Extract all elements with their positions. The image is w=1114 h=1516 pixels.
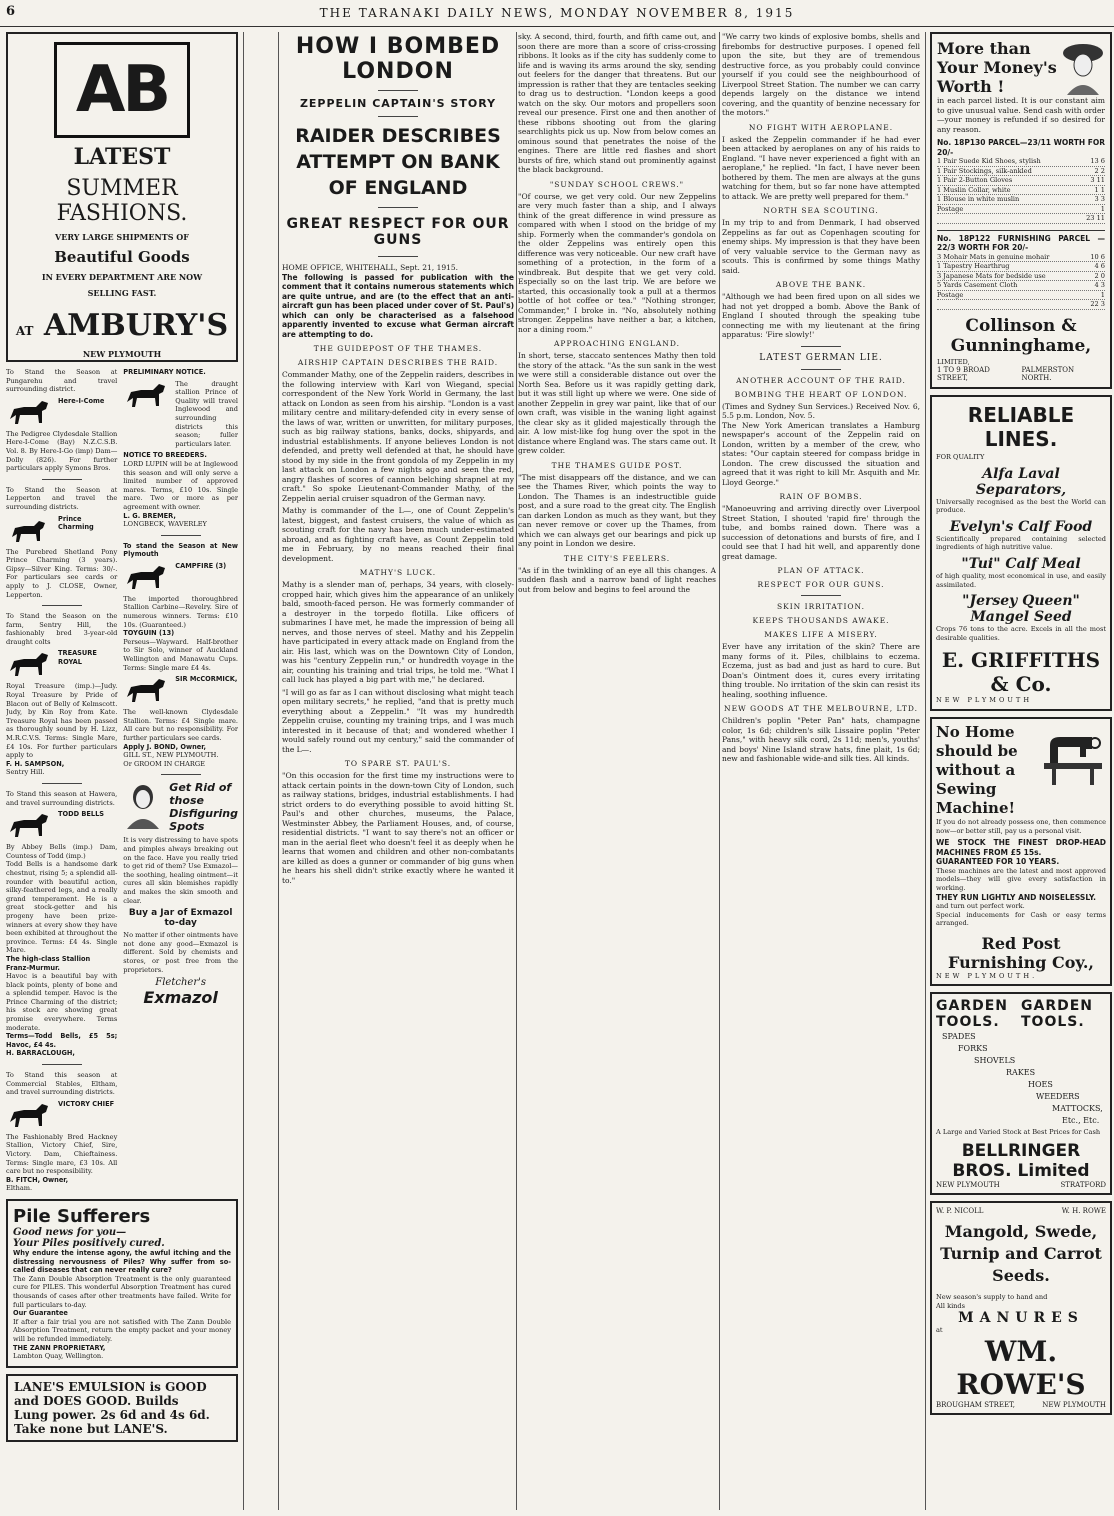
todd-heading: To Stand this season at Hawera, and travel surrounding districts. <box>6 790 118 807</box>
story-body-1: Commander Mathy, one of the Zeppelin raiders, describes in the following interview with Karl von Wiegand, special correspondent of the New York World in Germany, the last attack on London as seen from his airship. "London is a vast military centre and military-defended city in every sense of the laws of war, written or unwritten, for military purposes, such as big railway stations, banks, docks, shipyards, and industrial establishments. If anyone believes London is not defended, and pretty well defended at that, he should have stood by my side in the front gondola of my Zeppelin in my last attack on London a few nights ago and seen the red, angry flashes of scores of cannon belching shrapnel at my craft." So spoke Lieutenant-Commander Mathy, of the Zeppelin aerial cruiser squadron of the German navy. <box>282 370 514 503</box>
ambury-name <box>12 308 232 343</box>
skin-title: SKIN IRRITATION. <box>776 602 866 611</box>
parcel-item-price: 2 0 <box>1094 271 1105 280</box>
bremer: L. G. BREMER, <box>123 511 176 520</box>
piles-text: The Zann Double Absorption Treatment is the only guaranteed cure for PILES. This wonderful Absorption Treatment has cured thousands of cases after other treatments have failed. Write for full particulars to-day. <box>13 1274 231 1309</box>
parcel-item-label: Postage <box>937 290 964 299</box>
garden-title-right: GARDEN TOOLS. <box>1021 998 1094 1031</box>
col4-body-6: "Manoeuvring and arriving directly over Liverpool Street Station, I shouted 'rapid fire' through the tube, and bombs rained down. There was a succession of detonations and bursts of fire, and I could see that I had hit well, and apparently done great damage. <box>722 504 920 561</box>
stallion2-text: The Purebred Shetland Pony Prince Charming (3 years). Gipsy—Silver King. Terms: 30/-. For particulars see cards or apply to J. CLOSE, Owner, Lepperton. <box>6 547 118 599</box>
col3-body-5: "As if in the twinkling of an eye all this changes. A sudden flash and a narrow band of light reaches out from below and begins to feel around the <box>518 565 716 594</box>
notice-text: The draught stallion Prince of Quality will travel Inglewood and surrounding districts this season; fuller particulars later. <box>175 379 238 448</box>
subheadline-raider: RAIDER DESCRIBES ATTEMPT ON BANK OF ENGLAND <box>295 125 501 199</box>
col3-body-4: "The mist disappears off the distance, and we can see the Thames River, which points the way to London. The Thames is an indestructible guide post, and a sure road to the great city. The English can darken London as much as they want, but they can never remove or cover up the Thames, from which we can always get our bearings and pick up any point in London we desire. <box>518 472 716 548</box>
horse-icon <box>123 675 169 705</box>
sewing-machine-ad <box>930 717 1112 986</box>
parcel-item-price: 1 <box>1100 204 1105 213</box>
story-body-2: Mathy is commander of the L—, one of Count Zeppelin's latest, biggest, and fastest cruisers, the value of which as scouting craft for the navy has been much under-estimated abroad, and as fighting craft have, as Count Zeppelin told me in February, by no means reached their final development. <box>282 506 514 563</box>
mccormick-name: SIR McCORMICK, <box>175 675 238 684</box>
tool-item: Etc., Etc. <box>1062 1116 1100 1126</box>
sew-title: No Home should be without a Sewing Machine! <box>936 723 1018 818</box>
story-body-3: Mathy is a slender man of, perhaps, 34 years, with closely-cropped hair, which gives him the appearance of an unlikely bald, smooth-faced person. He was formerly commander of a destroyer in the torpedo flotilla. Like officers of submarines I have met, he made the impression of being all nerves, and those nerves of steel. Mathy and his Zeppelin have participated in every attack made on England from the air. His last, which was on the Downtown City of London, was his "century Zeppelin run," or hundredth voyage in the air, counting his training and trial trips, he told me. "What I call luck has played a big part with me," he declared. <box>282 580 514 684</box>
stallion2-heading: To Stand the Season at Lepperton and travel the surrounding districts. <box>6 485 118 511</box>
rain-title: RAIN OF BOMBS. <box>779 492 863 501</box>
piles-sub2: Your Piles positively cured. <box>13 1237 165 1249</box>
todd-sub: By Abbey Bells (imp.) Dam, Countess of Todd (imp.) <box>6 843 118 860</box>
sew-run: THEY RUN LIGHTLY AND NOISELESSLY. <box>936 892 1096 902</box>
breeders-text: LORD LUPIN will be at Inglewood this season and will only serve a limited number of approved mares. Terms, £10 10s. Single mare. Two or more as per agreement with owner. <box>123 459 238 511</box>
griffiths-name: E. GRIFFITHS & Co. <box>941 648 1101 697</box>
lady-portrait-icon <box>123 781 163 829</box>
notice-title: PRELIMINARY NOTICE. <box>123 368 206 376</box>
ambury-store-name: AMBURY'S <box>43 308 229 343</box>
sampson: F. H. SAMPSON, <box>6 759 65 768</box>
stallion-ads <box>6 368 238 1193</box>
lanes-emulsion-ad <box>6 1374 238 1442</box>
column-rule <box>278 32 279 1510</box>
parcel1-title: No. 18P130 PARCEL—23/11 WORTH FOR 20/- <box>937 138 1105 157</box>
column-advertisements-left <box>6 32 238 1510</box>
tui-sub: of high quality, most economical in use, and easily assimilated. <box>936 572 1106 589</box>
parcel2-title: No. 18P122 FURNISHING PARCEL — 22/3 WORTH FOR 20/- <box>937 230 1105 253</box>
zann-address: Lambton Quay, Wellington. <box>13 1352 104 1361</box>
parcel-item-price: 4 6 <box>1094 262 1105 270</box>
piles-ad <box>6 1199 238 1368</box>
all-kinds: All kinds <box>936 1301 966 1310</box>
exzema-buy: Buy a Jar of Exmazol to-day <box>128 908 233 929</box>
parcel-item-label: 3 Japanese Mats for bedside use <box>937 271 1046 280</box>
piles-sub1: Good news for you— <box>13 1226 127 1238</box>
toyguin-text: Perseus—Wayward. Half-brother to Sir Solo, winner of Auckland Wellington and Manawatu Cups. Terms: Single mare £4 4s. <box>123 637 238 672</box>
sew-text: If you do not already possess one, then commence now—or better still, pay us a personal visit. <box>936 818 1106 835</box>
stallion-col-b <box>123 368 238 1193</box>
headline: HOW I BOMBED LONDON <box>295 34 501 84</box>
evelyn-sub: Scientifically prepared containing selected ingredients of high nutritive value. <box>936 534 1106 552</box>
horse-icon <box>123 380 169 410</box>
mangold-seeds: Mangold, Swede, Turnip and Carrot Seeds. <box>940 1221 1102 1285</box>
stallion1-name: Here-I-Come <box>58 396 105 405</box>
sewing-machine-icon <box>1040 723 1106 787</box>
treasure-text: Royal Treasure (imp.)—Judy. Royal Treasure by Pride of Blacon out of Belly of Kelmscott. Judy, by Kin Roy from Kate. Treasure Royal has been passed as thoroughly sound by H. Lizz, M.R.C.V.S. Terms: Single Mare, £4 10s. For further particulars apply to <box>6 682 118 760</box>
stallion2-name: Prince Charming <box>58 514 94 532</box>
tui-calf-meal: "Tui" Calf Meal <box>961 556 1081 573</box>
campfire-text: The imported thoroughbred Stallion Carbine—Revelry. Sire of numerous winners. Terms: £10 10s. (Guaranteed.) <box>123 594 238 629</box>
parcel-line <box>937 186 1105 196</box>
parcel-line <box>937 253 1105 263</box>
col4-body-1: "We carry two kinds of explosive bombs, shells and firebombs for destructive purposes. I opened fell upon the site, but they are of tremendous destructive force, as you probably could convince yourself if you could see the neighbourhood of Liverpool Street Station. The number we can carry depends largely on the distance we intend covering, and the quantity of benzine necessary for the motors." <box>722 32 920 117</box>
rowe-town: NEW PLYMOUTH <box>1042 1400 1106 1409</box>
pauls-title: TO SPARE ST. PAUL'S. <box>344 759 452 768</box>
column-rule <box>719 32 720 1510</box>
barraclough: H. BARRACLOUGH, <box>6 1049 75 1058</box>
treasure-name: TREASURE ROYAL <box>58 649 97 667</box>
hiclass-title: The high-class Stallion <box>6 954 91 963</box>
parcel-item-price: 22 3 <box>1090 300 1105 308</box>
todd-text: Todd Bells is a handsome dark chestnut, rising 5; a splendid all-rounder with beautiful action, silky-feathered legs, and a really grand temperament. He is a great stock-getter and his progeny have been prize-winners at every show they have been exhibited at throughout the province. Terms: £4 4s. Single Mare. <box>6 860 118 955</box>
fitch: B. FITCH, Owner, <box>6 1175 69 1184</box>
column-rule <box>925 32 926 1510</box>
sew-wear: and turn out perfect work. <box>936 902 1025 910</box>
column-news <box>722 32 920 1510</box>
parcel-line <box>937 291 1105 301</box>
feelers-title: THE CITY'S FEELERS. <box>563 553 671 563</box>
victory-text: The Fashionably Bred Hackney Stallion, Victory Chief, Sire, Victory. Dam, Chieftainess. Terms: Single mare, £3 10s. All care but no responsibility. <box>6 1132 118 1176</box>
rowe-seeds-ad <box>930 1201 1112 1415</box>
respect-title: RESPECT FOR OUR GUNS. <box>757 580 885 589</box>
parcel-line <box>937 157 1105 167</box>
col3-body-3: In short, terse, staccato sentences Mathy then told the story of the attack. "As the sun sank in the west we were still a considerable distance out over the North Sea. Before us it was rapidly getting dark, but it was still light up where we were. One side of another Zeppelin in grey war paint, like that of our own craft, was visible in the waning light against the clear sky as it glided majestically through the air. A low mist-like fog hung over the spot in the distance where England was. The stars came out. It grew colder. <box>518 351 716 455</box>
piles-guarantee-text: If after a fair trial you are not satisfied with The Zann Double Absorption Treatment, return the empty packet and your money will be refunded immediately. <box>13 1317 231 1343</box>
ambury-shipments: VERY LARGE SHIPMENTS OF <box>55 232 189 242</box>
redpost-town: NEW PLYMOUTH. <box>936 971 1038 980</box>
sentry-hill: Sentry Hill. <box>6 768 45 777</box>
ab-logo: AB <box>54 42 190 138</box>
parcel-line <box>937 176 1105 186</box>
collinson-town: PALMERSTON NORTH. <box>1021 366 1075 383</box>
horse-icon <box>6 1100 52 1130</box>
parcel-item-label: 1 Pair 2-Button Gloves <box>937 176 1013 184</box>
brougham-street: BROUGHAM STREET, <box>936 1400 1016 1409</box>
guide-sub: AIRSHIP CAPTAIN DESCRIBES THE RAID. <box>297 358 499 367</box>
page-number: 6 <box>6 4 16 19</box>
col4-body-2: I asked the Zeppelin commander if he had ever been attacked by aeroplanes on any of his raids to England. "I have never experienced a fight with an aeroplane," he replied. "In fact, I have never been bothered by them. The men are always at the guns watching for them, but so far none have attempted to attack. We are pretty well prepared for them." <box>722 134 920 201</box>
ambury-every: IN EVERY DEPARTMENT ARE NOW <box>41 272 203 282</box>
reliable-lines-ad <box>930 395 1112 711</box>
col4-body-7: Ever have any irritation of the skin? There are many forms of it. Piles, chilblains to eczema. Eczema, just as bad and just as hard to cure. But Doan's Ointment does it, cures every irritating thing trouble. No irritation of the skin can resist its healing, soothing influence. <box>722 642 920 699</box>
parcel-item-label: 1 Muslin Collar, white <box>937 185 1011 194</box>
campfire-title: To stand the Season at New Plymouth <box>123 541 238 559</box>
treasure-heading: To Stand the Season on the farm, Sentry Hill, the fashionably bred 3-year-old draught colts <box>6 612 118 646</box>
masthead <box>0 0 1114 27</box>
rowe-name: W. H. ROWE <box>1061 1206 1106 1215</box>
victory-name: VICTORY CHIEF <box>58 1099 115 1108</box>
skin-sub1: KEEPS THOUSANDS AWAKE. <box>752 616 890 625</box>
parcel-item-label: 5 Yards Casement Cloth <box>937 281 1018 289</box>
todd-terms: Terms—Todd Bells, £5 5s; Havoc, £4 4s. <box>6 1032 118 1049</box>
bellringer-name: BELLRINGER BROS. Limited <box>952 1140 1090 1181</box>
column-advertisements-right <box>930 32 1112 1510</box>
griffiths-town: NEW PLYMOUTH <box>936 696 1033 705</box>
parcel-item-label: 1 Pair Suede Kid Shoes, stylish <box>937 157 1041 165</box>
tool-item: MATTOCKS, <box>1052 1104 1103 1114</box>
col4-body-5: The New York American translates a Hamburg newspaper's account of the Zeppelin raid on London, written by a member of the crew, who states: "Our captain steered for compass bridge in London. The crew discussed the situation and agreed that it was right to kill Mr. Asquith and Mr. Lloyd George." <box>722 420 920 487</box>
collinson-limited: LIMITED, <box>937 357 970 366</box>
ambury-at: AT <box>15 324 34 338</box>
newspaper-title: THE TARANAKI DAILY NEWS, MONDAY NOVEMBER 8, 1915 <box>319 6 795 20</box>
melbourne-title: NEW GOODS AT THE MELBOURNE, LTD. <box>724 704 918 713</box>
parcel2-list <box>937 253 1105 310</box>
subheadline-captain: ZEPPELIN CAPTAIN'S STORY <box>299 97 497 110</box>
luck-title: MATHY'S LUCK. <box>359 568 437 577</box>
sew-fine: These machines are the latest and most approved models—they will give every satisfaction in working. <box>936 866 1106 892</box>
mccormick-text: The well-known Clydesdale Stallion. Terms: £4 Single mare. All care but no responsibility. For further particulars see cards. <box>123 708 238 742</box>
rowe-at: at <box>936 1326 943 1335</box>
mangold-sub: New season's supply to hand and <box>936 1292 1048 1301</box>
latest-lie-title: LATEST GERMAN LIE. <box>759 352 883 363</box>
dateline: HOME OFFICE, WHITEHALL, Sept. 21, 1915. <box>282 263 459 272</box>
column-story-continued <box>518 32 716 1510</box>
lane-line-3: Lung power. 2s 6d and 4s 6d. <box>14 1407 210 1422</box>
tool-item: HOES <box>1028 1080 1053 1090</box>
col4-body-4: "Although we had been fired upon on all sides we had not yet dropped a bomb. Above the Bank of England I shouted through the speaking tube connecting me with my lieutenant at the firing apparatus: 'Fire slowly!' <box>722 292 920 339</box>
bond-town: GILL ST., NEW PLYMOUTH. <box>123 751 219 760</box>
lane-line-4: Take none but LANE'S. <box>14 1421 168 1436</box>
fletchers: Fletcher's <box>155 977 206 989</box>
exmazol-logo: Exmazol <box>143 988 218 1008</box>
thames-title: THE THAMES GUIDE POST. <box>551 460 683 470</box>
aeroplane-title: NO FIGHT WITH AEROPLANE. <box>748 122 894 132</box>
collinson-name: Collinson & Gunninghame, <box>950 315 1092 356</box>
parcel-item-label: 1 Tapestry Hearthrug <box>937 262 1010 270</box>
sew-guarantee: GUARANTEED FOR 10 YEARS. <box>936 857 1060 867</box>
ambury-latest: LATEST <box>73 144 171 170</box>
parcel-item-price: 10 6 <box>1090 252 1105 261</box>
parcel-line <box>937 281 1105 291</box>
sunday-title: "SUNDAY SCHOOL CREWS." <box>549 179 685 189</box>
horse-icon <box>6 810 52 840</box>
garden-title-left: GARDEN TOOLS. <box>936 998 1009 1031</box>
ambury-town: NEW PLYMOUTH <box>82 349 162 359</box>
ambury-summer: SUMMER FASHIONS. <box>56 176 188 226</box>
garden-tools-ad <box>930 992 1112 1195</box>
parcel-item-label: 1 Pair Stockings, silk-ankled <box>937 166 1032 175</box>
parcel-item-label: Postage <box>937 204 964 213</box>
groom-in-charge: Or GROOM IN CHARGE <box>123 759 205 768</box>
horse-icon <box>6 397 52 427</box>
stallion1-text: The Pedigree Clydesdale Stallion Here-I-Come (Bay) N.Z.C.S.B. Vol. 8. By Here-I-Go (imp) Dam—Dolly (826). For further particulars apply Symons Bros. <box>6 429 118 473</box>
col4-body-8: Children's poplin "Peter Pan" hats, champagne color, 1s 6d; children's silk Lissaire poplin "Peter Pans," with heavy silk cord, 2s 11d; men's, youths' and boys' Nine Island straw hats, fine plait, 1s 6d; new and fashionable wide-and silk ties. All kinds. <box>722 716 920 763</box>
reliable-title: RELIABLE LINES. <box>967 403 1075 452</box>
money-text: in each parcel listed. It is our constant aim to give unusual value. Send cash with order —your money is refunded if so desired for any reason. <box>937 96 1105 134</box>
subheadline-respect: GREAT RESPECT FOR OUR GUNS <box>286 216 510 248</box>
parcel-item-price: 2 2 <box>1094 166 1105 175</box>
sew-stock: WE STOCK THE FINEST DROP-HEAD MACHINES FROM £5 15s. <box>936 838 1106 857</box>
money-worth-ad <box>930 32 1112 389</box>
exzema-ad <box>123 781 238 1007</box>
col4-dateline: (Times and Sydney Sun Services.) Received Nov. 6, 5.5 p.m. London, Nov. 5. <box>722 401 920 420</box>
tools-list <box>936 1030 1106 1128</box>
manures: MANURES <box>958 1310 1084 1327</box>
bell-town-2: STRATFORD <box>1060 1180 1106 1189</box>
collinson-address: 1 TO 9 BROAD STREET, <box>937 366 990 383</box>
nicoll: W. P. NICOLL <box>936 1206 984 1215</box>
tools-stock: A Large and Varied Stock at Best Prices for Cash <box>936 1128 1101 1137</box>
lady-hat-icon <box>1061 39 1105 95</box>
guide-title: THE GUIDEPOST OF THE THAMES. <box>313 344 483 353</box>
story-body-4: "I will go as far as I can without disclosing what might teach open military secrets," he replied, "and that is pretty much everything about a Zeppelin." "It was my hundredth Zeppelin cruise, counting my training trips, and I was much interested in it because of that; and wondered whether I would safely round out my century," said the commander of the L—. <box>282 687 514 754</box>
parcel-item-price: 3 3 <box>1094 195 1105 203</box>
jersey-sub: Crops 76 tons to the acre. Excels in all the most desirable qualities. <box>936 625 1106 642</box>
toyguin-name: TOYGUIN (13) <box>123 629 175 638</box>
parcel-line <box>937 167 1105 177</box>
parcel-item-price: 3 11 <box>1090 176 1105 184</box>
piles-guarantee: Our Guarantee <box>13 1309 68 1318</box>
bond-owner: Apply J. BOND, Owner, <box>123 742 207 751</box>
column-main-story <box>282 32 514 1510</box>
piles-question: Why endure the intense agony, the awful itching and the distressing nervousness of Piles? Why suffer from so-called diseases that can never really cure? <box>13 1248 231 1275</box>
tool-item: SPADES <box>942 1032 976 1042</box>
parcel-item-label: 1 Blouse in white muslin <box>937 195 1020 203</box>
tool-item: SHOVELS <box>974 1056 1016 1066</box>
todd-name: TODD BELLS <box>58 810 105 819</box>
waverley: LONGBECK, WAVERLEY <box>123 520 207 529</box>
another-account: ANOTHER ACCOUNT OF THE RAID. <box>736 375 906 385</box>
fitch-town: Eltham. <box>6 1184 33 1193</box>
parcel-line <box>937 205 1105 215</box>
col3-body-2: "Of course, we get very cold. Our new Zeppelins are very much faster than a ship, and I always think of the great difference in wind pressure as compared with when I stood on the bridge of my ship. Formerly when the commander's gondola on the older Zeppelins was entirely open this difference was very noticeable. Our new craft have something of a protection, in the form of a windbreak. But despite that we get very cold. Especially so on the last trip. We are before we started, this occasionally took a pull at a thermos bottle of hot coffee or tea." "Nothing stronger, Commander," I broke in. "No, absolutely nothing stronger. Zeppelins have neither a bar, a kitchen, nor a dining room." <box>518 191 716 334</box>
lane-line-1: LANE'S EMULSION is GOOD <box>14 1379 207 1394</box>
tool-item: WEEDERS <box>1036 1092 1080 1102</box>
parcel-line <box>937 214 1105 224</box>
alfa-laval: Alfa Laval Separators, <box>975 465 1067 498</box>
parcel-item-price: 23 11 <box>1086 214 1105 222</box>
col3-body-1: sky. A second, third, fourth, and fifth came out, and soon there are more than a score of criss-crossing ribbons. It looks as if the city has suddenly come to life and is waving its arms around the sky, sending out feelers for the danger that threatens. But our impression is rather that they are tentacles seeking to drag us to destruction. "London keeps a good watch on the sky. Our motors and propellers soon reveal our presence. First one and then another of these ribbons shooting out from the glaring searchlights pick us up. Now from below comes an ominous sound that penetrates the noise of the engines. There are little red flashes and short bursts of fire, which stand out prominently against the black background. <box>518 32 716 174</box>
campfire-name: CAMPFIRE (3) <box>175 561 227 570</box>
pony-icon <box>6 515 52 545</box>
exzema-text: It is very distressing to have spots and pimples always breaking out on the face. Have you really tried to get rid of them? Use Exmazol—the soothing, healing ointment—it cures all skin blemishes rapidly and makes the skin smooth and clear. <box>123 836 238 905</box>
money-title: More than Your Money's Worth ! <box>937 39 1057 96</box>
parcel-item-price: 1 1 <box>1094 185 1105 194</box>
tool-item: RAKES <box>1006 1068 1036 1078</box>
horse-icon <box>123 562 169 592</box>
ambury-goods: Beautiful Goods <box>54 248 190 266</box>
heart-of-london: BOMBING THE HEART OF LONDON. <box>734 389 908 399</box>
ambury-selling: SELLING FAST. <box>87 288 157 298</box>
parcel1-list <box>937 157 1105 224</box>
lane-line-2: and DOES GOOD. Builds <box>14 1393 179 1408</box>
parcel-line <box>937 300 1105 310</box>
hiclass-text: Havoc is a beautiful bay with black points, plenty of bone and a splendid temper. Havoc is the Prince Charming of the district; his stock are showing great promise everywhere. Terms moderate. <box>6 972 118 1032</box>
parcel-line <box>937 272 1105 282</box>
scouting-title: NORTH SEA SCOUTING. <box>763 206 879 215</box>
story-body-5: "On this occasion for the first time my instructions were to attack certain points in the down-town City of London, such as railway stations, bridges, industrial establishments. I had strict orders to do everything possible to avoid hitting St. Paul's and other churches, museums, the Palace, Westminster Abbey, the Parliament Houses, and, of course, residential districts. "I want to say there's not an officer or man in the aerial fleet who doesn't feel it as deeply when he learns that women and children and other non-combatants are killed as does a gunner or commander of big guns when he hears his shell didn't strike exactly where he wanted it to." <box>282 771 514 885</box>
column-rule <box>516 32 517 1510</box>
parcel-item-price: 1 <box>1100 290 1105 299</box>
jersey-queen: "Jersey Queen" Mangel Seed <box>962 593 1080 626</box>
redpost-name: Red Post Furnishing Coy., <box>948 933 1094 972</box>
hiclass-name: Franz-Murmur. <box>6 963 60 972</box>
bank-title: ABOVE THE BANK. <box>775 280 867 289</box>
parcel-line <box>937 195 1105 205</box>
column-rule <box>243 32 244 1510</box>
parcel-item-price: 4 3 <box>1094 281 1105 289</box>
parcel-item-price: 13 6 <box>1090 157 1105 165</box>
skin-sub2: MAKES LIFE A MISERY. <box>764 630 878 639</box>
for-quality: FOR QUALITY <box>936 453 985 462</box>
col4-body-3: In my trip to and from Denmark, I had observed Zeppelins as far out as Copenhagen scouting for enemy ships. My impression is that they have been of very valuable service to the German navy as scouts. This is confirmed by some things Mathy said. <box>722 218 920 275</box>
plan-title: PLAN OF ATTACK. <box>777 566 865 575</box>
alfa-sub: Universally recognised as the best the World can produce. <box>936 497 1106 515</box>
parcel-item-label: 3 Mohair Mats in genuine mohair <box>937 252 1050 261</box>
intro: The following is passed for publication with the comment that it contains numerous statements which are quite untrue, and are (to the effect that an anti-aircraft gun has been placed under cover of St. Paul's) which can only be characterised as a falsehood apparently invented to excuse what German aircraft are attempting to do. <box>282 272 514 339</box>
bell-town-1: NEW PLYMOUTH <box>936 1180 1000 1189</box>
parcel-line <box>937 262 1105 272</box>
piles-title: Pile Sufferers <box>13 1205 151 1227</box>
sew-discount: Special inducements for Cash or easy terms arranged. <box>936 910 1106 928</box>
approach-title: APPROACHING ENGLAND. <box>553 339 681 348</box>
breeders-title: NOTICE TO BREEDERS. <box>123 451 207 460</box>
evelyn-calf-food: Evelyn's Calf Food <box>949 518 1093 535</box>
exzema-fine: No matter if other ointments have not done any good—Exmazol is different. Sold by chemists and stores, or post free from the proprietors. <box>123 931 238 974</box>
wm-rowes: WM. ROWE'S <box>956 1334 1086 1401</box>
zann-proprietary: THE ZANN PROPRIETARY, <box>13 1343 106 1352</box>
stallion1-heading: To Stand the Season at Pungarehu and travel surrounding district. <box>6 368 118 394</box>
tool-item: FORKS <box>958 1044 988 1054</box>
exzema-title: Get Rid of those Disfiguring Spots <box>169 781 238 834</box>
horse-icon <box>6 649 52 679</box>
stallion-col-a <box>6 368 117 1193</box>
victory-heading: To Stand this season at Commercial Stables, Eltham, and travel surrounding districts. <box>6 1071 118 1097</box>
ambury-ad <box>6 32 238 362</box>
